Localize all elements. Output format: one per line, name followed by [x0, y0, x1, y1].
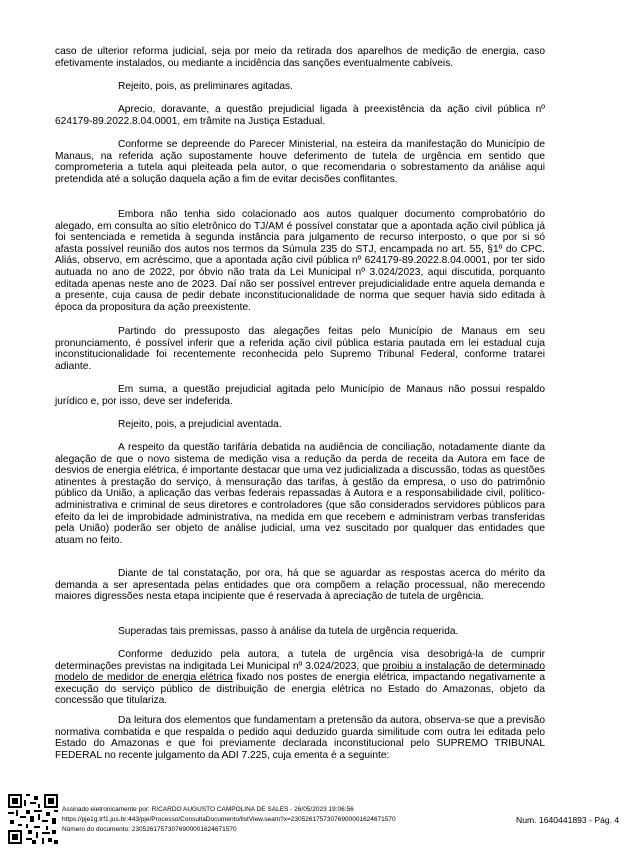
paragraph-2: Rejeito, pois, as preliminares agitadas. [118, 81, 293, 92]
document-number-line: Número do documento: 23052617573076900001624671570 [62, 826, 237, 833]
page-reference: Num. 1640441893 - Pág. 4 [516, 815, 620, 825]
paragraph-5: Embora não tenha sido colacionado aos autos qualquer documento comprobatório do alegado, em consulta ao sítio eletrônico do TJ/AM é possível constatar que a apontada ação civil pública já foi sentenciada e remetida à segunda instância para julgamento de recurso interposto, o que por si só afasta possível reunião dos autos nos termos da Súmula 235 do STJ, encampada no art. 55, §1º do CPC. Aliás, observo, em acréscimo, que a apontada ação civil pública nº 624179-89.2022.8.04.0001, por ter sido autuada no ano de 2022, por óbvio não trata da Lei Municipal nº 3.024/2023, aqui discutida, porquanto editada apenas neste ano de 2023. Daí não ser possível entrever prejudicialidade entre aquela demanda e a presente, cuja causa de pedir debate inconstitucionalidade de norma que sequer havia sido editada à época da propositura da ação preexistente. [55, 209, 545, 313]
paragraph-6: Partindo do pressuposto das alegações feitas pelo Município de Manaus em seu pronunciamento, é possível inferir que a referida ação civil pública estaria pautada em lei estadual cuja inconstitucionalidade foi recentemente reconhecida pelo Supremo Tribunal Federal, conforme tratarei adiante. [55, 326, 545, 372]
paragraph-10: Diante de tal constatação, por ora, há que se aguardar as respostas acerca do mérito da demanda a ser apresentada pelas entidades que ora compõem a relação processual, não merecendo maiores digressões nesta etapa incipiente que é reservada à apreciação de tutela de urgência. [55, 568, 545, 603]
paragraph-13: Da leitura dos elementos que fundamentam a pretensão da autora, observa-se que a previsão normativa combatida e que respalda o pedido aqui deduzido guarda similitude com outra lei editada pelo Estado do Amazonas e que foi previamente declarada inconstitucional pelo SUPREMO TRIBUNAL FEDERAL no recente julgamento da ADI 7.225, cuja ementa é a seguinte: [55, 715, 545, 761]
signed-by-line: Assinado eletronicamente por: RICARDO AUGUSTO CAMPOLINA DE SALES - 26/05/2023 19:06:56 [62, 806, 354, 813]
paragraph-12-underlined-text: proibiu a instalação de determinado modelo de medidor de energia elétrica [55, 660, 545, 684]
paragraph-11: Superadas tais premissas, passo à análise da tutela de urgência requerida. [118, 626, 459, 637]
paragraph-9: A respeito da questão tarifária debatida na audiência de conciliação, notadamente diante da alegação de que o novo sistema de medição visa a redução da perda de receita da Autora em face de desvios de energia elétrica, é importante destacar que uma vez judicializada a discussão, todas as questões atinentes à prestação do serviço, à mensuração das tarifas, à gestão da empresa, o uso do patrimônio público da União, a aplicação das verbas federais repassadas à Autora e a responsabilidade civil, político-administrativa e criminal de seus diretores e controladores (que são considerados servidores públicos para efeito da lei de improbidade administrativa, na medida em que recebem e administram verbas transferidas pela União) poderão ser objeto de análise judicial, uma vez suscitado por qualquer das entidades que atuam no feito. [55, 442, 545, 546]
paragraph-7: Em suma, a questão prejudicial agitada pelo Município de Manaus não possui respaldo jurídico e, por isso, deve ser indeferida. [55, 384, 545, 407]
paragraph-4: Conforme se depreende do Parecer Ministerial, na esteira da manifestação do Município de Manaus, na referida ação supostamente houve deferimento de tutela de urgência em sentido que comprometeria a tutela aqui pleiteada pela autor, o que recomendaria o sobrestamento da análise aqui pretendida até a solução daquela ação a fim de evitar decisões conflitantes. [55, 139, 545, 185]
paragraph-3: Aprecio, doravante, a questão prejudicial ligada à preexistência da ação civil pública nº 624179-89.2022.8.04.0001, em trâmite na Justiça Estadual. [55, 104, 545, 127]
signature-footer [0, 788, 632, 854]
qr-code-icon [8, 794, 58, 844]
paragraph-12-text-before: Conforme deduzido pela autora, a tutela de urgência visa desobrigá-la de cumprir determinações previstas na indigitada Lei Municipal nº 3.024/2023, que [55, 649, 545, 672]
paragraph-8: Rejeito, pois, a prejudicial aventada. [118, 419, 282, 430]
paragraph-12 [55, 649, 545, 707]
paragraph-1: caso de ulterior reforma judicial, seja por meio da retirada dos aparelhos de medição de energia, caso efetivamente instalados, ou mediante a incidência das sanções eventualmente cabíveis. [55, 46, 545, 69]
document-url-link[interactable]: https://pje1g.trf1.jus.br:443/pje/Processo/ConsultaDocumento/listView.seam?x=23052617573076900001624671570 [62, 816, 396, 823]
paragraph-12-text-after: fixado nos postes de energia elétrica, impactando negativamente a execução do serviço público de distribuição de energia elétrica no Estado do Amazonas, objeto da concessão que titulariza. [55, 672, 545, 707]
